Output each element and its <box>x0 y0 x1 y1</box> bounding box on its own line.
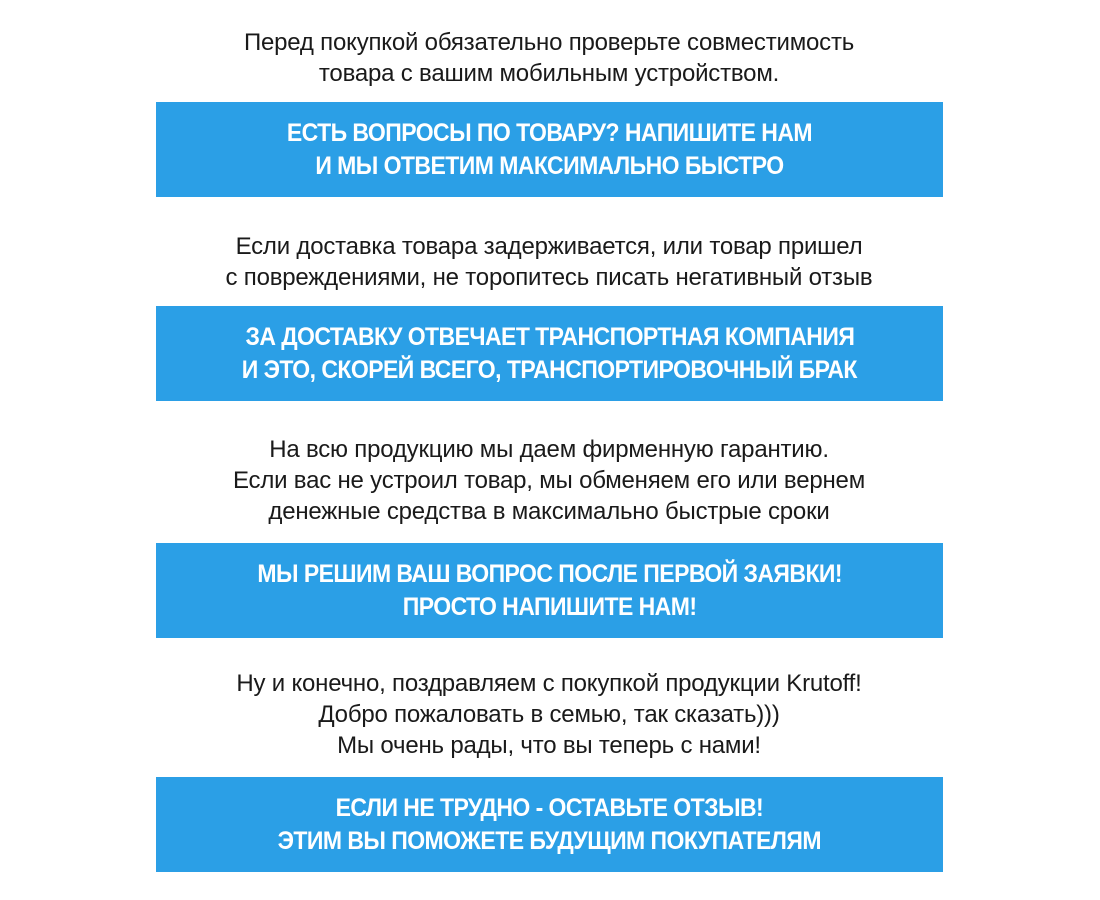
review-banner <box>156 777 943 872</box>
delivery-note-line-1: Если доставка товара задерживается, или товар пришел <box>235 233 863 260</box>
warranty-note-line-2: Если вас не устроил товар, мы обменяем его или вернем <box>232 467 865 494</box>
review-banner-line-2: ЭТИМ ВЫ ПОМОЖЕТЕ БУДУЩИМ ПОКУПАТЕЛЯМ <box>277 826 822 855</box>
delivery-note-line-2: с повреждениями, не торопитесь писать негативный отзыв <box>225 264 873 291</box>
questions-banner-line-1: ЕСТЬ ВОПРОСЫ ПО ТОВАРУ? НАПИШИТЕ НАМ <box>286 118 813 147</box>
questions-banner <box>156 102 943 197</box>
welcome-note-line-3: Мы очень рады, что вы теперь с нами! <box>337 732 761 759</box>
welcome-note-line-2: Добро пожаловать в семью, так сказать))) <box>318 701 780 728</box>
support-banner-line-1: МЫ РЕШИМ ВАШ ВОПРОС ПОСЛЕ ПЕРВОЙ ЗАЯВКИ! <box>257 559 842 588</box>
compatibility-note-line-1: Перед покупкой обязательно проверьте совместимость <box>243 29 855 56</box>
questions-banner-line-2: И МЫ ОТВЕТИМ МАКСИМАЛЬНО БЫСТРО <box>315 151 784 180</box>
warranty-note-line-3: денежные средства в максимально быстрые сроки <box>268 498 830 525</box>
warranty-note <box>155 434 943 527</box>
delivery-note <box>155 231 943 293</box>
warranty-note-line-1: На всю продукцию мы даем фирменную гарантию. <box>269 436 829 463</box>
delivery-banner-line-2: И ЭТО, СКОРЕЙ ВСЕГО, ТРАНСПОРТИРОВОЧНЫЙ БРАК <box>241 355 858 384</box>
welcome-note <box>155 668 943 761</box>
support-banner-line-2: ПРОСТО НАПИШИТЕ НАМ! <box>402 592 697 621</box>
delivery-banner <box>156 306 943 401</box>
welcome-note-line-1: Ну и конечно, поздравляем с покупкой продукции Krutoff! <box>236 670 862 697</box>
review-banner-line-1: ЕСЛИ НЕ ТРУДНО - ОСТАВЬТЕ ОТЗЫВ! <box>335 793 764 822</box>
delivery-banner-line-1: ЗА ДОСТАВКУ ОТВЕЧАЕТ ТРАНСПОРТНАЯ КОМПАНИЯ <box>245 322 854 351</box>
compatibility-note-line-2: товара с вашим мобильным устройством. <box>318 60 780 87</box>
compatibility-note <box>155 27 943 89</box>
support-banner <box>156 543 943 638</box>
